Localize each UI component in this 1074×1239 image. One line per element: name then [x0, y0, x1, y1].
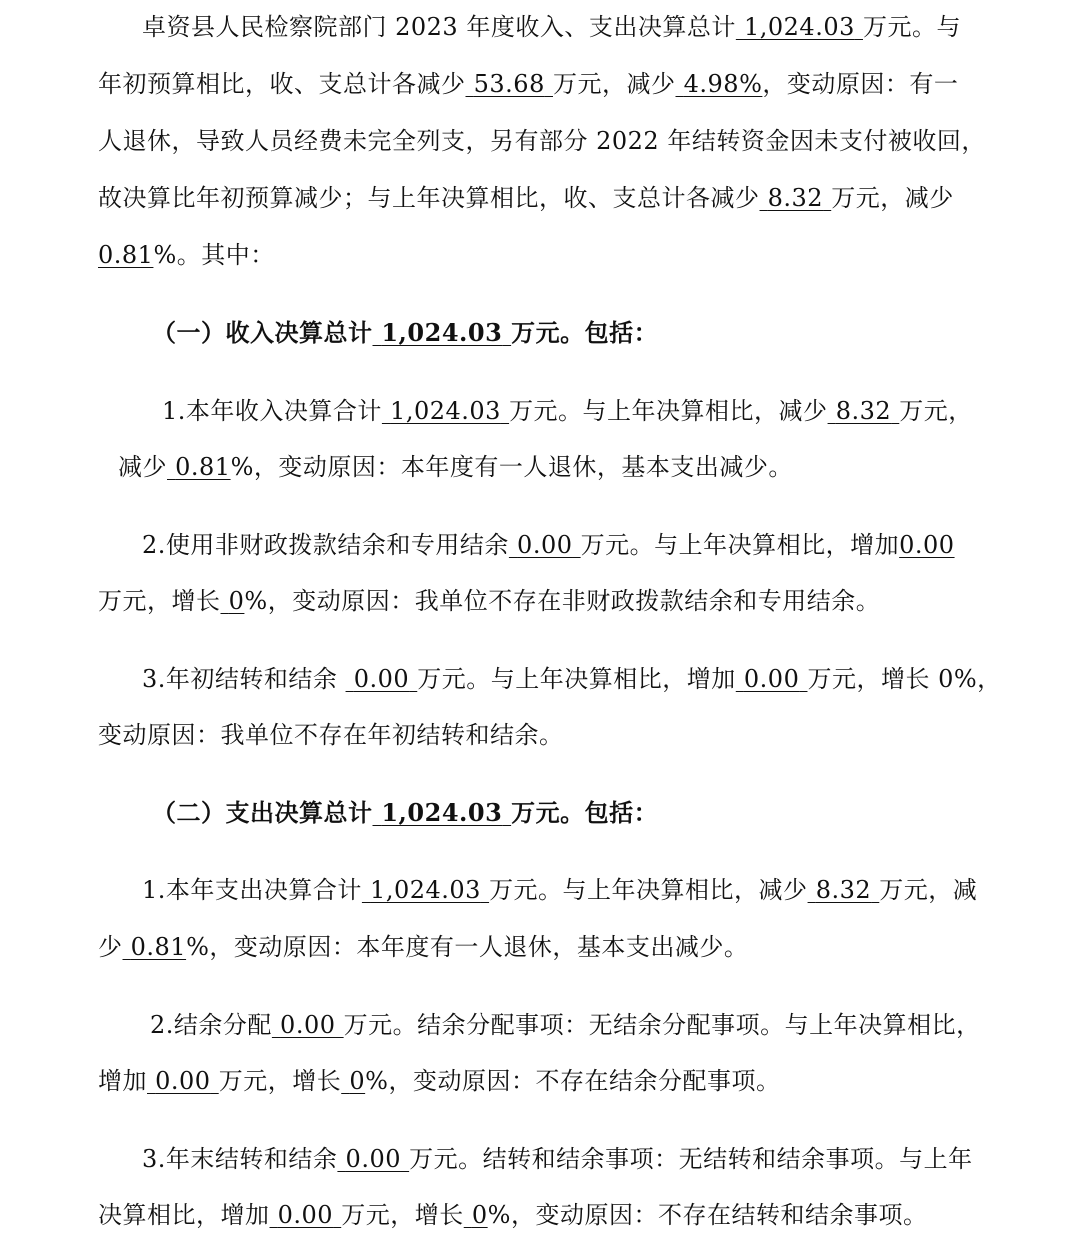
intro-line-1 [142, 12, 961, 42]
income-item-3-line-1 [142, 664, 1002, 694]
expense-item-3-line-1 [142, 1144, 973, 1174]
item-text: 2.使用非财政拨款结余和专用结余 [142, 531, 509, 559]
item-text: 万元，减 [879, 876, 978, 904]
intro-text: 万元，减少 [553, 70, 676, 98]
intro-text: 年初预算相比，收、支总计各减少 [98, 70, 466, 98]
item-text: 万元，增长 [218, 1067, 342, 1095]
item-text: 万元。与上年决算相比，增加 [580, 531, 900, 559]
income-decrease-percent: 0.81 [175, 453, 231, 481]
item-text: 减少 [118, 453, 167, 481]
item-text: %，变动原因：不存在结余分配事项。 [365, 1067, 781, 1095]
expense-item-3-line-2 [98, 1200, 927, 1230]
intro-text: 故决算比年初预算减少；与上年决算相比，收、支总计各减少 [98, 184, 760, 212]
total-amount: 1,024.03 [743, 13, 855, 41]
item-text: %，变动原因：本年度有一人退休，基本支出减少。 [186, 933, 749, 961]
carryover-start-amount: 0.00 [353, 665, 410, 693]
expense-total: 1,024.03 [381, 798, 503, 827]
carryover-end-amount: 0.00 [345, 1145, 401, 1173]
intro-text: %。其中： [153, 241, 275, 269]
intro-line-3 [98, 126, 986, 156]
intro-text: ，变动原因：有一 [762, 70, 959, 98]
intro-text: 万元。与 [863, 13, 961, 41]
intro-text: 人退休，导致人员经费未完全列支，另有部分 2022 年结转资金因未支付被收回， [98, 127, 986, 155]
expense-item-2-line-2 [98, 1066, 780, 1096]
item-text: 万元， [899, 397, 973, 425]
intro-line-2 [98, 69, 958, 99]
item-text: 1.本年支出决算合计 [142, 876, 362, 904]
intro-line-5 [98, 240, 275, 270]
decrease-percent: 4.98% [683, 70, 763, 98]
item-text: 万元。结转和结余事项：无结转和结余事项。与上年 [409, 1145, 973, 1173]
item-text: 万元，增长 0%， [807, 665, 1002, 693]
item-text: 万元。与上年决算相比，增加 [417, 665, 736, 693]
item-text: 万元。与上年决算相比，减少 [489, 876, 808, 904]
surplus-distribution-amount: 0.00 [280, 1011, 336, 1039]
item-text: 3.年末结转和结余 [142, 1145, 338, 1173]
non-fiscal-balance-amount: 0.00 [517, 531, 573, 559]
expense-decrease-amount: 8.32 [815, 876, 872, 904]
decrease-amount: 53.68 [473, 70, 545, 98]
intro-text: 万元，减少 [831, 184, 954, 212]
expense-item-2-line-1 [150, 1010, 981, 1040]
item-text: 万元。与上年决算相比，减少 [509, 397, 828, 425]
intro-text: 卓资县人民检察院部门 2023 年度收入、支出决算总计 [142, 13, 736, 41]
non-fiscal-growth: 0 [228, 587, 245, 615]
expense-current-total: 1,024.03 [370, 876, 481, 904]
item-text: 增加 [98, 1067, 147, 1095]
income-item-1-line-1 [162, 396, 973, 426]
income-item-2-line-2 [98, 586, 880, 616]
intro-line-4 [98, 183, 954, 213]
expense-item-1-line-1 [142, 875, 977, 905]
carryover-start-increase: 0.00 [743, 665, 800, 693]
item-text: 万元，增长 [98, 587, 221, 615]
item-text: 少 [98, 933, 123, 961]
income-heading [152, 318, 658, 348]
expense-decrease-percent: 0.81 [130, 933, 187, 961]
item-text: 2.结余分配 [150, 1011, 272, 1039]
item-text: %，变动原因：不存在结转和结余事项。 [487, 1201, 928, 1229]
heading-text: （二）支出决算总计 [152, 798, 373, 827]
item-text: 3.年初结转和结余 [142, 665, 338, 693]
item-text: 1.本年收入决算合计 [162, 397, 382, 425]
surplus-distribution-growth: 0 [349, 1067, 366, 1095]
yoy-decrease-percent: 0.81 [98, 241, 154, 269]
item-text: %，变动原因：本年度有一人退休，基本支出减少。 [230, 453, 793, 481]
item-text: 变动原因：我单位不存在年初结转和结余。 [98, 721, 564, 749]
income-total: 1,024.03 [381, 318, 503, 347]
item-text: 万元。结余分配事项：无结余分配事项。与上年决算相比， [343, 1011, 981, 1039]
carryover-end-increase: 0.00 [277, 1201, 334, 1229]
non-fiscal-increase: 0.00 [899, 531, 955, 559]
income-decrease-amount: 8.32 [835, 397, 892, 425]
item-text: %，变动原因：我单位不存在非财政拨款结余和专用结余。 [244, 587, 881, 615]
surplus-distribution-increase: 0.00 [155, 1067, 211, 1095]
item-text: 决算相比，增加 [98, 1201, 270, 1229]
income-item-3-line-2 [98, 720, 564, 750]
item-text: 万元，增长 [341, 1201, 464, 1229]
income-item-1-line-2 [118, 452, 793, 482]
income-current-total: 1,024.03 [390, 397, 501, 425]
yoy-decrease-amount: 8.32 [767, 184, 824, 212]
income-item-2-line-1 [142, 530, 955, 560]
heading-text: （一）收入决算总计 [152, 318, 373, 347]
expense-item-1-line-2 [98, 932, 748, 962]
carryover-end-growth: 0 [471, 1201, 488, 1229]
expense-heading [152, 798, 658, 828]
heading-text: 万元。包括： [511, 798, 659, 827]
heading-text: 万元。包括： [511, 318, 659, 347]
